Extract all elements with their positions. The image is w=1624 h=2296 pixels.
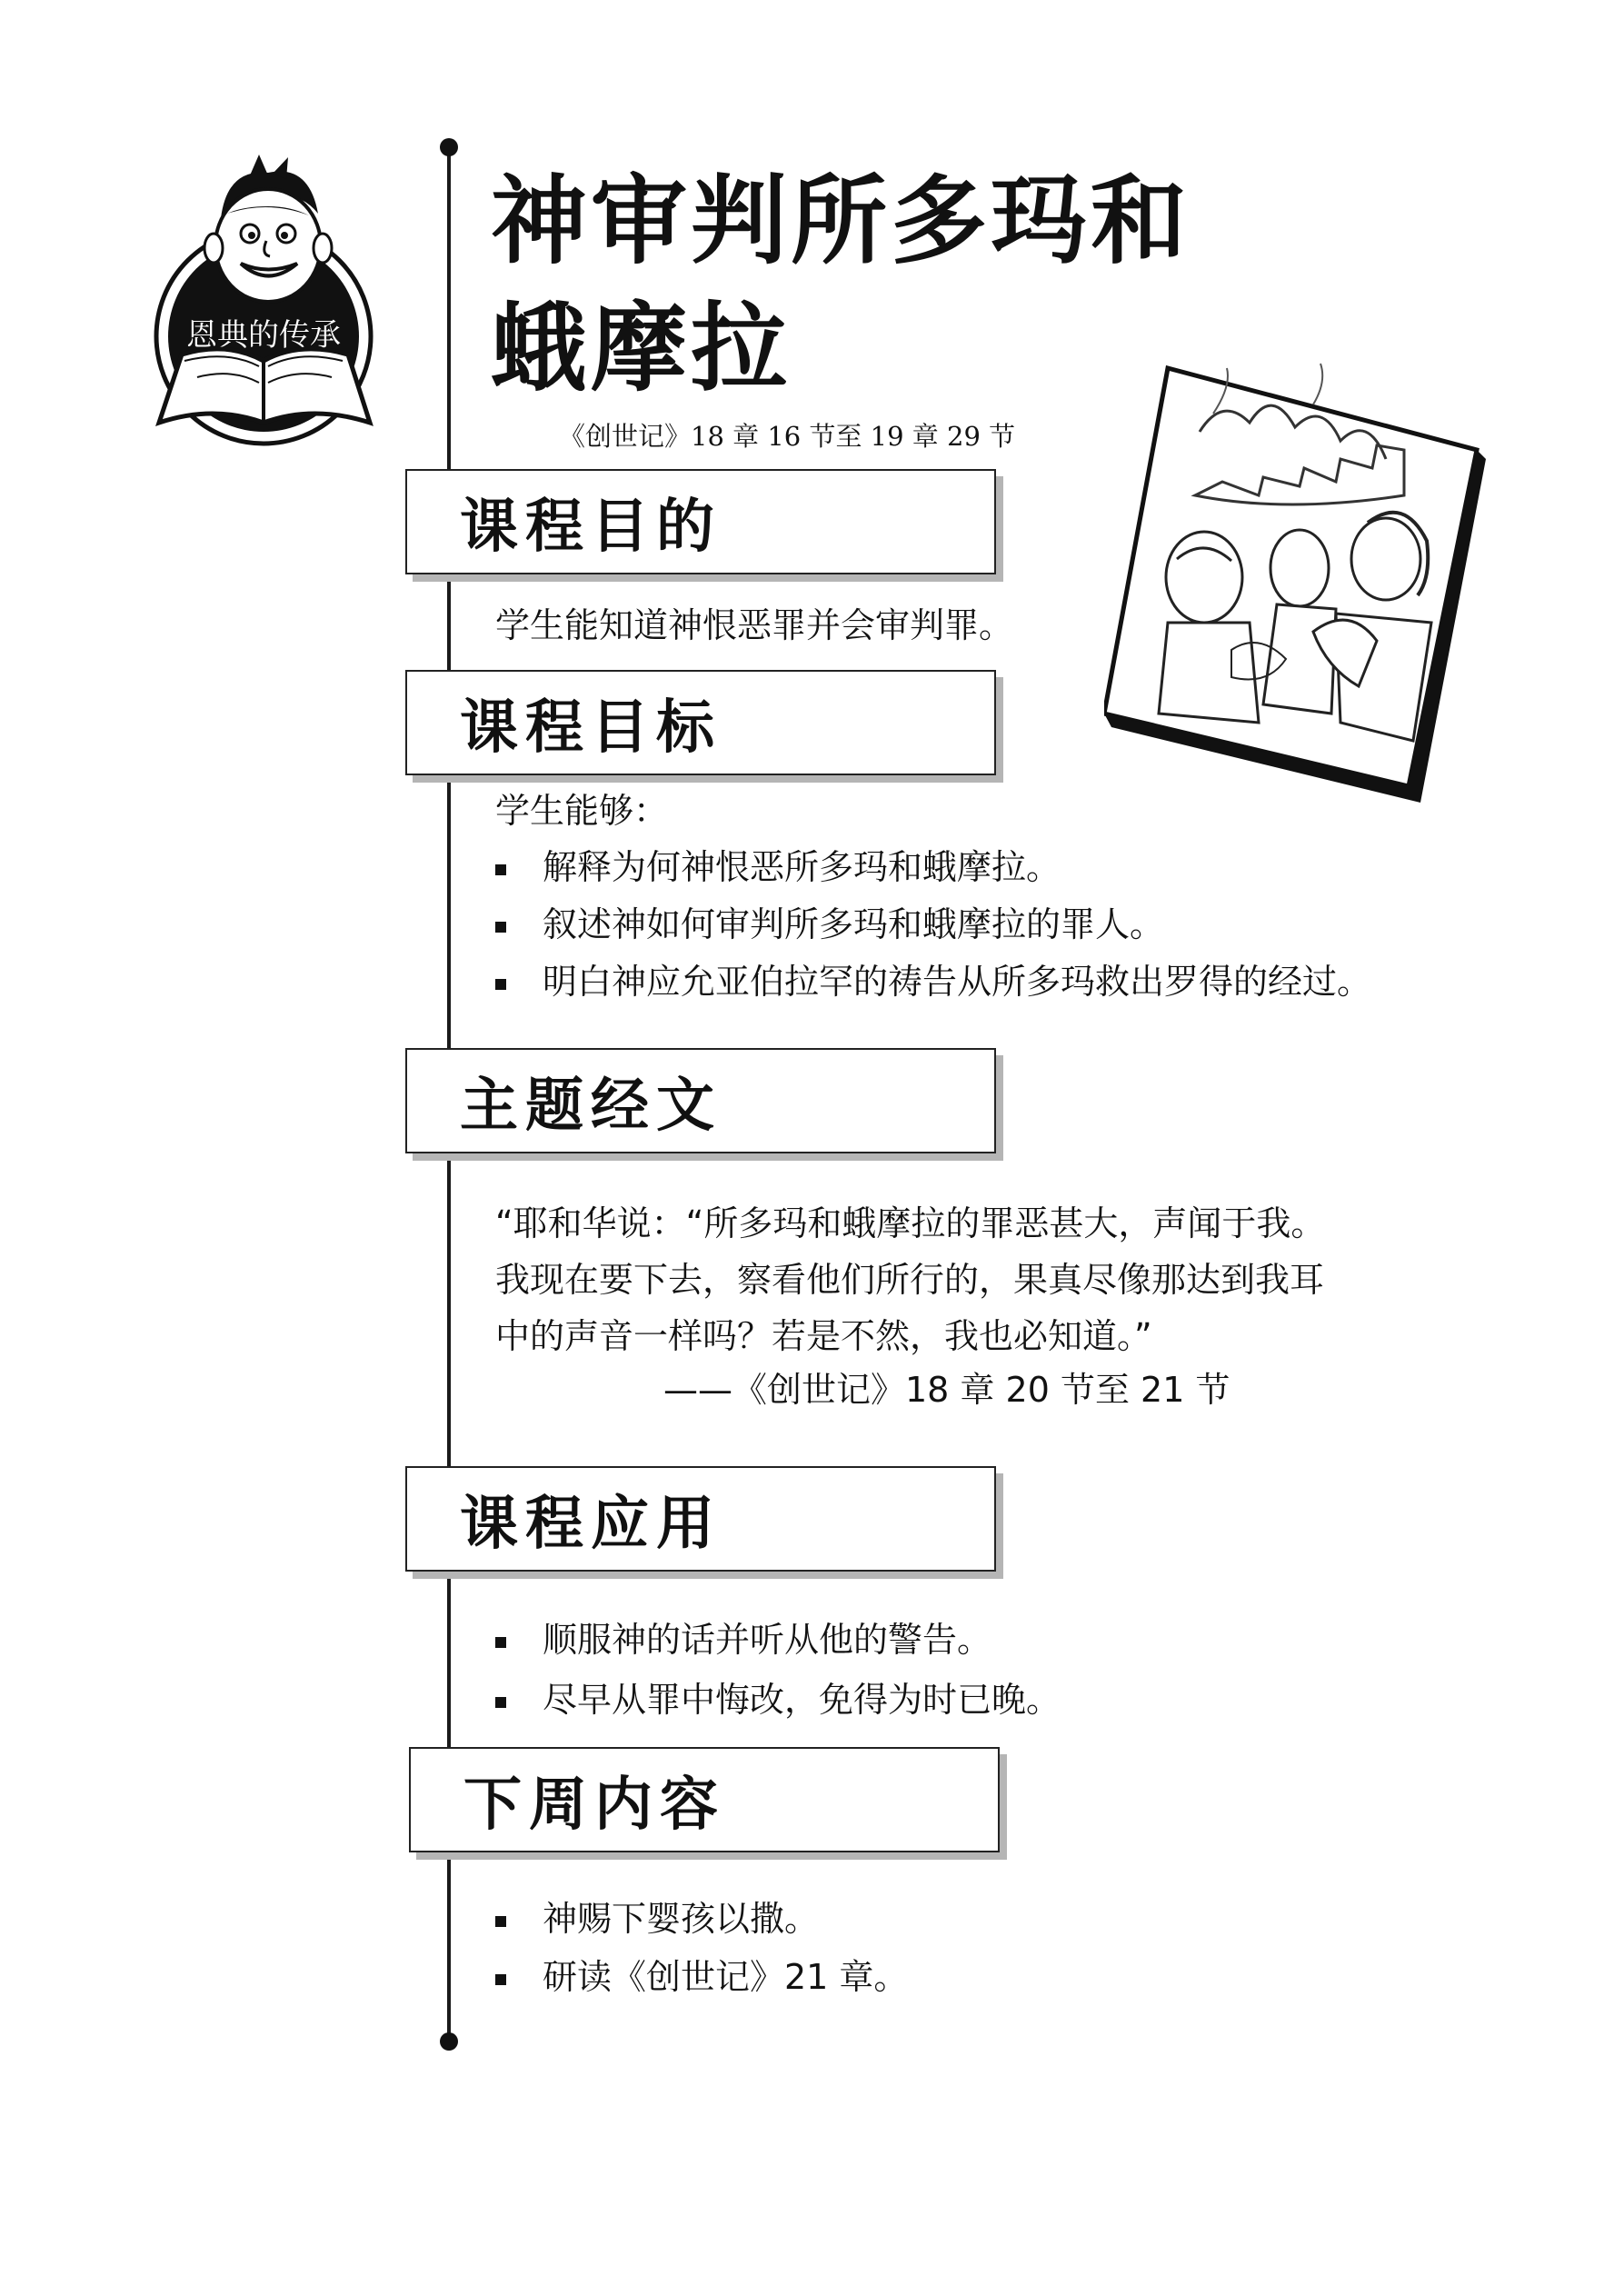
section-header-next-week (409, 1747, 1000, 1852)
list-item: 尽早从罪中悔改，免得为时已晚。 (495, 1678, 1061, 1738)
timeline-dot-bottom (440, 2032, 458, 2051)
section-header-application (405, 1466, 996, 1572)
section-header-key-verse (405, 1048, 996, 1153)
list-item: 明白神应允亚伯拉罕的祷告从所多玛救出罗得的经过。 (495, 960, 1371, 1017)
objectives-list (495, 845, 1371, 1017)
section-title-application: 课程应用 (460, 1490, 722, 1558)
section-title-key-verse: 主题经文 (460, 1072, 722, 1140)
application-list (495, 1618, 1061, 1738)
key-verse-reference: ——《创世记》18 章 20 节至 21 节 (663, 1370, 1230, 1410)
purpose-text: 学生能知道神恨恶罪并会审判罪。 (495, 605, 1014, 645)
list-item: 顺服神的话并听从他的警告。 (495, 1618, 1061, 1678)
next-week-list (495, 1897, 908, 2013)
key-verse-line: “耶和华说：“所多玛和蛾摩拉的罪恶甚大，声闻于我。 (495, 1203, 1326, 1243)
page-title-line-2: 蛾摩拉 (491, 291, 791, 404)
objectives-intro: 学生能够： (495, 791, 669, 831)
list-item: 研读《创世记》21 章。 (495, 1955, 908, 2013)
section-header-objectives (405, 670, 996, 775)
timeline-dot-top (440, 138, 458, 156)
list-item: 叙述神如何审判所多玛和蛾摩拉的罪人。 (495, 903, 1371, 960)
section-title-purpose: 课程目的 (460, 493, 722, 561)
section-header-purpose (405, 469, 996, 574)
scripture-reference: 《创世记》18 章 16 节至 19 章 29 节 (559, 421, 1016, 452)
page-title-line-1: 神审判所多玛和 (491, 164, 1191, 277)
section-title-next-week: 下周内容 (463, 1771, 725, 1839)
key-verse-line: 中的声音一样吗？若是不然，我也必知道。” (495, 1316, 1152, 1356)
list-item: 解释为何神恨恶所多玛和蛾摩拉。 (495, 845, 1371, 903)
key-verse-text (495, 1195, 1325, 1364)
key-verse-line: 我现在要下去，察看他们所行的，果真尽像那达到我耳 (495, 1260, 1325, 1300)
logo-label: 恩典的传承 (186, 317, 341, 354)
boy-reading-bible-logo-icon (141, 150, 395, 450)
lot-family-fleeing-sodom-sketch-icon (1104, 359, 1486, 804)
list-item: 神赐下婴孩以撒。 (495, 1897, 908, 1955)
section-title-objectives: 课程目标 (460, 694, 722, 762)
